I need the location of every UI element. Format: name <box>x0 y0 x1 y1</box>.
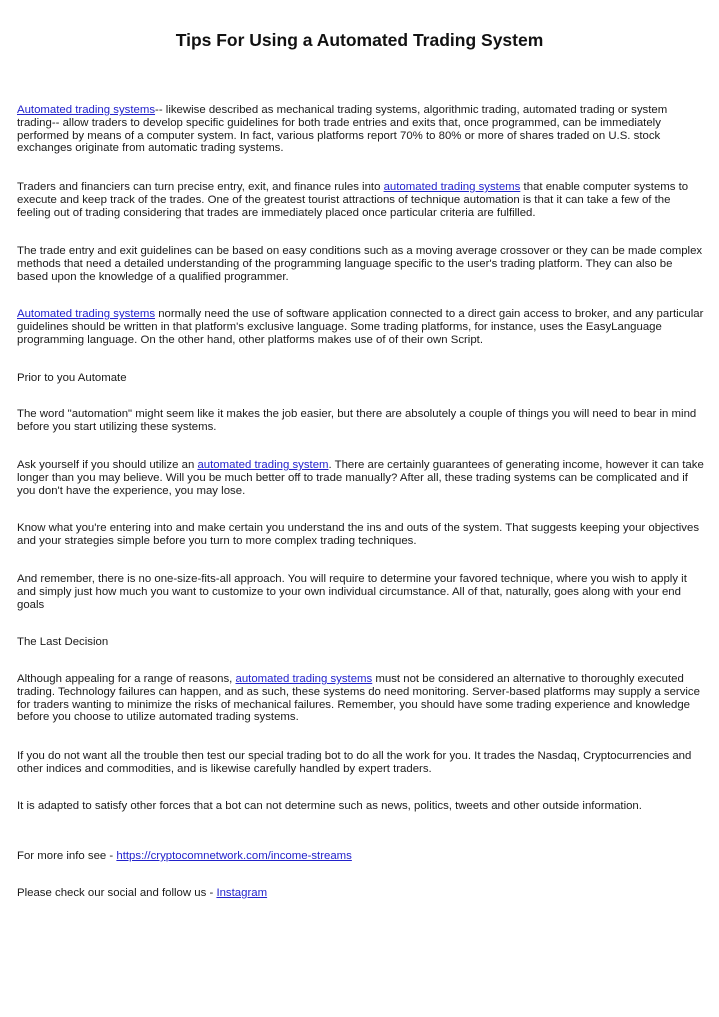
paragraph-text: Know what you're entering into and make certain you understand the ins and outs of the system. That suggests keeping your objectives and your strategies simple before you turn to more complex trading techniques. <box>17 522 700 547</box>
section-heading-last-decision: The Last Decision <box>17 636 109 648</box>
automated-trading-system-link[interactable]: automated trading system <box>197 459 329 471</box>
paragraph-text: Traders and financiers can turn precise entry, exit, and finance rules into <box>17 181 384 193</box>
income-streams-link[interactable]: https://cryptocomnetwork.com/income-streams <box>116 850 352 862</box>
paragraph-traders <box>17 181 705 219</box>
paragraph-text: . There are certainly guarantees of generating income, however it can take longer than you may believe. Will you be much better off to trade manually? After all, these trading systems can be complicated and if you don't have the experience, you may lose. <box>17 459 704 497</box>
automated-trading-systems-link[interactable]: automated trading systems <box>235 673 373 685</box>
paragraph-text: Please check our social and follow us - <box>17 887 217 899</box>
paragraph-social <box>17 887 705 900</box>
paragraph-ask-yourself <box>17 459 705 497</box>
paragraph-text: Ask yourself if you should utilize an <box>17 459 198 471</box>
paragraph-entry-exit <box>17 245 705 283</box>
automated-trading-systems-link[interactable]: Automated trading systems <box>17 104 156 116</box>
paragraph-although <box>17 673 705 724</box>
paragraph-remember <box>17 573 705 611</box>
paragraph-text: If you do not want all the trouble then test our special trading bot to do all the work for you. It trades the Nasdaq, Cryptocurrencies and other indices and commodities, and is likewise carefully handled by expert traders. <box>17 750 692 775</box>
paragraph-text: must not be considered an alternative to thoroughly executed trading. Technology failures can happen, and as such, these systems do need monitoring. Server-based platforms may supply a service for traders wanting to minimize the risks of mechanical failures. Remember, you should have some trading experience and knowledge before you choose to utilize automated trading systems. <box>17 673 700 724</box>
paragraph-text: -- likewise described as mechanical trading systems, algorithmic trading, automated trading or system trading-- allow traders to develop specific guidelines for both trade entries and exits that, once programmed, can be immediately performed by means of a computer system. In fact, various platforms report 70% to 80% or more of shares traded on U.S. stock exchanges originate from automatic trading systems. <box>17 104 668 155</box>
paragraph-more-info <box>17 850 705 863</box>
paragraph-text: For more info see - <box>17 850 117 862</box>
paragraph-text: The trade entry and exit guidelines can be based on easy conditions such as a moving average crossover or they can be made complex methods that need a detailed understanding of the programming language specific to the user's trading platform. They can also be based upon the knowledge of a qualified programmer. <box>17 245 703 283</box>
paragraph-text: Although appealing for a range of reasons, <box>17 673 236 685</box>
automated-trading-systems-link[interactable]: Automated trading systems <box>17 308 156 320</box>
paragraph-text: normally need the use of software application connected to a direct gain access to broker, and any particular guidelines should be written in that platform's exclusive language. Some trading platforms, for instance, uses the EasyLanguage programming language. On the other hand, other platforms makes use of of their own Script. <box>17 308 704 346</box>
paragraph-know-what <box>17 522 705 548</box>
section-heading-prior: Prior to you Automate <box>17 372 127 384</box>
paragraph-adapted <box>17 800 705 813</box>
paragraph-text: It is adapted to satisfy other forces that a bot can not determine such as news, politics, tweets and other outside information. <box>17 800 642 812</box>
automated-trading-systems-link[interactable]: automated trading systems <box>383 181 521 193</box>
paragraph-software <box>17 308 705 346</box>
paragraph-text: And remember, there is no one-size-fits-all approach. You will require to determine your favored technique, where you wish to apply it and simply just how much you want to customize to your own individual circumstance. All of that, naturally, goes along with your end goals <box>17 573 687 611</box>
paragraph-trading-bot <box>17 750 705 776</box>
instagram-link[interactable]: Instagram <box>216 887 268 899</box>
page-title: Tips For Using a Automated Trading System <box>175 30 544 50</box>
paragraph-automation-word <box>17 408 705 434</box>
paragraph-intro <box>17 104 705 155</box>
paragraph-text: The word "automation" might seem like it makes the job easier, but there are absolutely a couple of things you will need to bear in mind before you start utilizing these systems. <box>17 408 697 433</box>
paragraph-text: that enable computer systems to execute and keep track of the trades. One of the greatest tourist attractions of technique automation is that it can take a few of the feeling out of trading considering that trades are immediately placed once particular criteria are fulfilled. <box>17 181 689 219</box>
